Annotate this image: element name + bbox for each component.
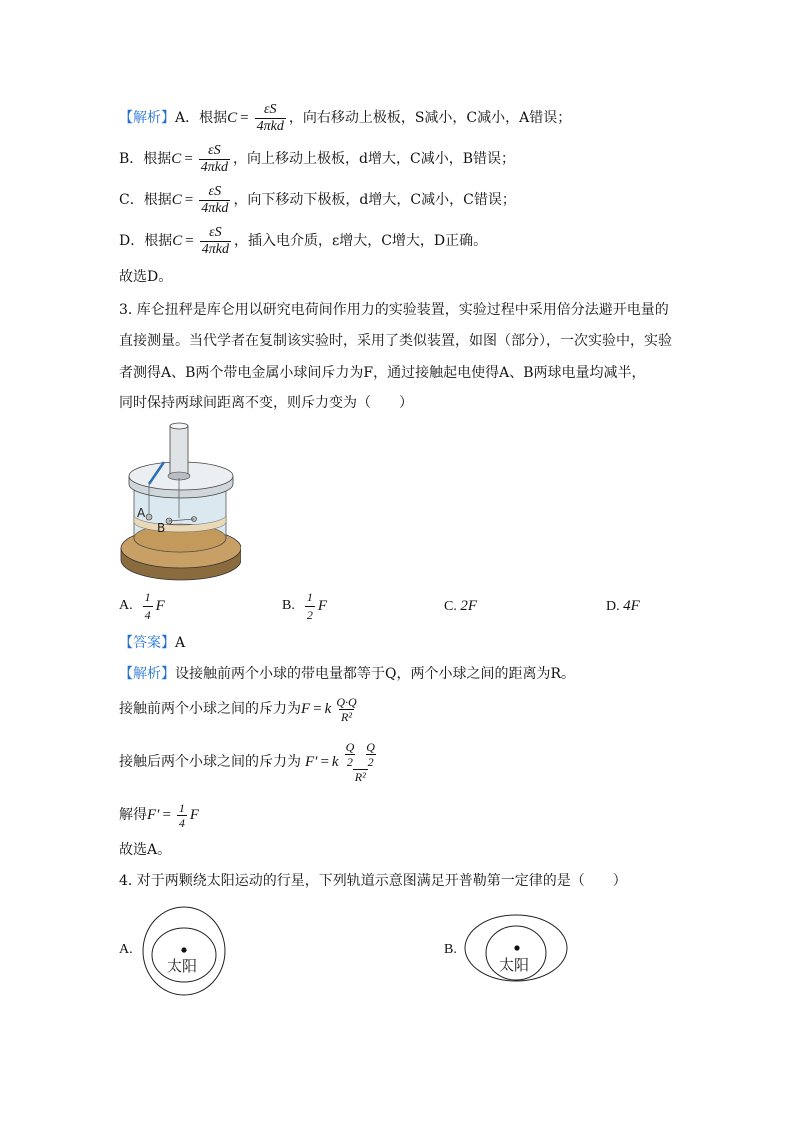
after-force-fraction: $\frac{Q}{2}$ $\frac{Q}{2}$ R² bbox=[345, 740, 375, 784]
formula-lhs: C bbox=[172, 232, 183, 249]
answer-value: A bbox=[175, 635, 186, 651]
analysis-tag: 【解析】 bbox=[119, 110, 175, 126]
analysis-conclusion: 故选D。 bbox=[119, 269, 173, 285]
sun-label: 太阳 bbox=[167, 957, 198, 975]
analysis-tag: 【解析】 bbox=[119, 666, 175, 682]
formula-lhs: C bbox=[227, 109, 238, 126]
q3-stem-2: 直接测量。当代学者在复制该实验时，采用了类似装置，如图（部分），一次实验中，实验 bbox=[119, 333, 672, 349]
q4-option-a[interactable]: A. bbox=[119, 942, 133, 957]
q3-before-force: 接触前两个小球之间的斥力为 F = k $\frac{Q\cdot Q}{\text{R²}}$ bbox=[119, 694, 357, 724]
result-fraction: $\frac{1}{4}$ bbox=[178, 800, 185, 830]
analysis-line-c: C．根据 C = $\frac{\varepsilon S}{\text{4πkd}}$ ，向下移动下极板，d增大，C减小，C错误； bbox=[119, 183, 516, 216]
orbit-diagram-a bbox=[140, 905, 230, 997]
q4-option-b[interactable]: B. bbox=[444, 942, 457, 957]
option-a-fraction: $\frac{1}{4}$ bbox=[144, 589, 151, 622]
analysis-suffix: ，插入电介质，ε增大，C增大，D正确。 bbox=[233, 233, 488, 249]
formula-lhs: C bbox=[171, 191, 182, 208]
sun-label: 太阳 bbox=[499, 956, 530, 974]
q3-analysis-1: 【解析】 设接触前两个小球的带电量都等于Q，两个小球之间的距离为R。 bbox=[119, 666, 576, 682]
q4-stem: 4. 对于两颗绕太阳运动的行星，下列轨道示意图满足开普勒第一定律的是（ ） bbox=[119, 873, 627, 889]
sun-icon bbox=[514, 945, 519, 950]
q3-stem-3: 者测得A、B两个带电金属小球间斥力为F，通过接触起电使得A、B两球电量均减半， bbox=[119, 365, 646, 381]
analysis-line-a: 【解析】 A．根据 C = $\frac{\varepsilon S}{\text{4πkd}}$ ，向右移动上极板，S减小，C减小，A错误； bbox=[119, 101, 572, 134]
q3-answer bbox=[119, 636, 185, 650]
q3-option-c[interactable]: C. 2F bbox=[444, 598, 478, 614]
q3-option-d[interactable]: D. 4F bbox=[606, 598, 640, 614]
analysis-suffix: ，向上移动上极板，d增大，C减小，B错误； bbox=[233, 151, 515, 167]
formula-lhs: C bbox=[171, 150, 182, 167]
analysis-suffix: ，向下移动下极板，d增大，C减小，C错误； bbox=[233, 192, 516, 208]
torsion-balance-figure bbox=[119, 420, 241, 582]
analysis-prefix: C．根据 bbox=[119, 192, 172, 208]
analysis-prefix: A．根据 bbox=[175, 110, 228, 126]
q3-option-b[interactable]: B. $\frac{1}{2}$ F bbox=[282, 589, 328, 622]
before-force-fraction: $\frac{Q\cdot Q}{\text{R²}}$ bbox=[336, 694, 357, 724]
capacitance-fraction: $\frac{\varepsilon S}{\text{4πkd}}$ bbox=[200, 142, 229, 175]
q3-stem-4: 同时保持两球间距离不变，则斥力变为（ ） bbox=[119, 395, 413, 411]
analysis-line-b: B．根据 C = $\frac{\varepsilon S}{\text{4πkd}}$ ，向上移动上极板，d增大，C减小，B错误； bbox=[119, 142, 515, 175]
capacitance-fraction: $\frac{\varepsilon S}{\text{4πkd}}$ bbox=[201, 183, 229, 216]
option-b-fraction: $\frac{1}{2}$ bbox=[306, 589, 313, 622]
q3-stem-1: 3. 库仑扭秤是库仑用以研究电荷间作用力的实验装置，实验过程中采用倍分法避开电量的 bbox=[119, 302, 669, 318]
analysis-line-d: D．根据 C = $\frac{\varepsilon S}{\text{4πkd}}$ ，插入电介质，ε增大，C增大，D正确。 bbox=[119, 224, 488, 257]
ball-b-label: B bbox=[157, 521, 166, 535]
q3-after-force: 接触后两个小球之间的斥力为 F′ = k $\frac{Q}{2}$ $\frac{Q}{2}$ R² bbox=[119, 734, 382, 790]
q3-result: 解得 F′ = $\frac{1}{4}$ F bbox=[119, 800, 200, 830]
analysis-suffix: ，向右移动上极板，S减小，C减小，A错误； bbox=[288, 110, 572, 126]
orbit-diagram-b bbox=[462, 910, 570, 990]
capacitance-fraction: $\frac{\varepsilon S}{\text{4πkd}}$ bbox=[201, 224, 229, 257]
analysis-prefix: D．根据 bbox=[119, 233, 173, 249]
ball-a-label: A bbox=[137, 506, 146, 520]
capacitance-fraction: $\frac{\varepsilon S}{\text{4πkd}}$ bbox=[256, 101, 284, 134]
answer-tag: 【答案】 bbox=[119, 635, 175, 651]
analysis-prefix: B．根据 bbox=[119, 151, 172, 167]
q3-option-a[interactable]: A. $\frac{1}{4}$ F bbox=[119, 589, 165, 622]
q3-conclusion: 故选A。 bbox=[119, 842, 172, 858]
sun-icon bbox=[181, 947, 186, 952]
